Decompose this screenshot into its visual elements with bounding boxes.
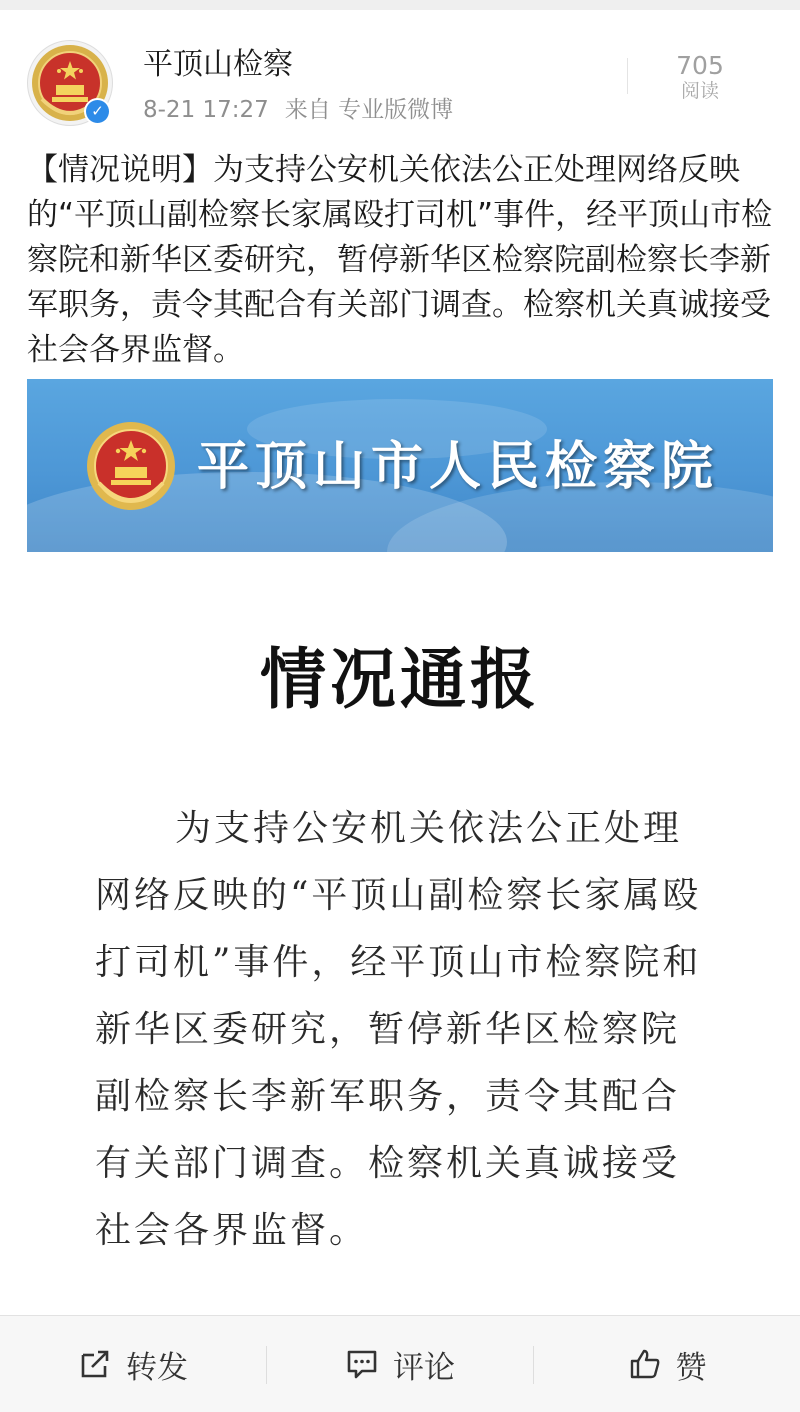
post-text: 【情况说明】为支持公安机关依法公正处理网络反映的“平顶山副检察长家属殴打司机”事件，经平顶山市检察院和新华区委研究，暂停新华区检察院副检察长李新军职务，责令其配合有关部门调查。检察机关真诚接受社会各界监督。	[27, 152, 773, 368]
verified-badge-icon: ✓	[86, 100, 109, 123]
forward-button[interactable]	[0, 1316, 266, 1412]
author-name[interactable]: 平顶山检察	[143, 47, 293, 82]
notice-body: 为支持公安机关依法公正处理网络反映的“平顶山副检察长家属殴打司机”事件，经平顶山市检察院和新华区委研究，暂停新华区检察院副检察长李新军职务，责令其配合有关部门调查。检察机关真诚接受社会各界监督。	[95, 808, 702, 1251]
comment-icon	[345, 1347, 379, 1381]
share-icon	[78, 1347, 112, 1381]
header-divider	[627, 58, 628, 94]
read-count: 705	[676, 51, 724, 80]
banner-title: 平顶山市人民检察院	[197, 436, 720, 497]
read-label: 阅读	[680, 80, 719, 102]
post-meta	[143, 94, 453, 126]
action-bar	[0, 1315, 800, 1412]
top-strip	[0, 0, 800, 10]
post-image-banner[interactable]	[27, 379, 773, 552]
thumbs-up-icon	[628, 1347, 662, 1381]
post-source: 来自 专业版微博	[284, 97, 454, 123]
procuratorate-emblem-icon	[84, 419, 178, 513]
post-time: 8-21 17:27	[143, 97, 269, 123]
like-label: 赞	[675, 1349, 707, 1386]
forward-label: 转发	[126, 1349, 188, 1386]
notice-title: 情况通报	[260, 641, 540, 718]
comment-button[interactable]	[267, 1316, 533, 1412]
like-button[interactable]	[534, 1316, 800, 1412]
verified-badge	[84, 98, 111, 125]
comment-label: 评论	[393, 1349, 455, 1386]
